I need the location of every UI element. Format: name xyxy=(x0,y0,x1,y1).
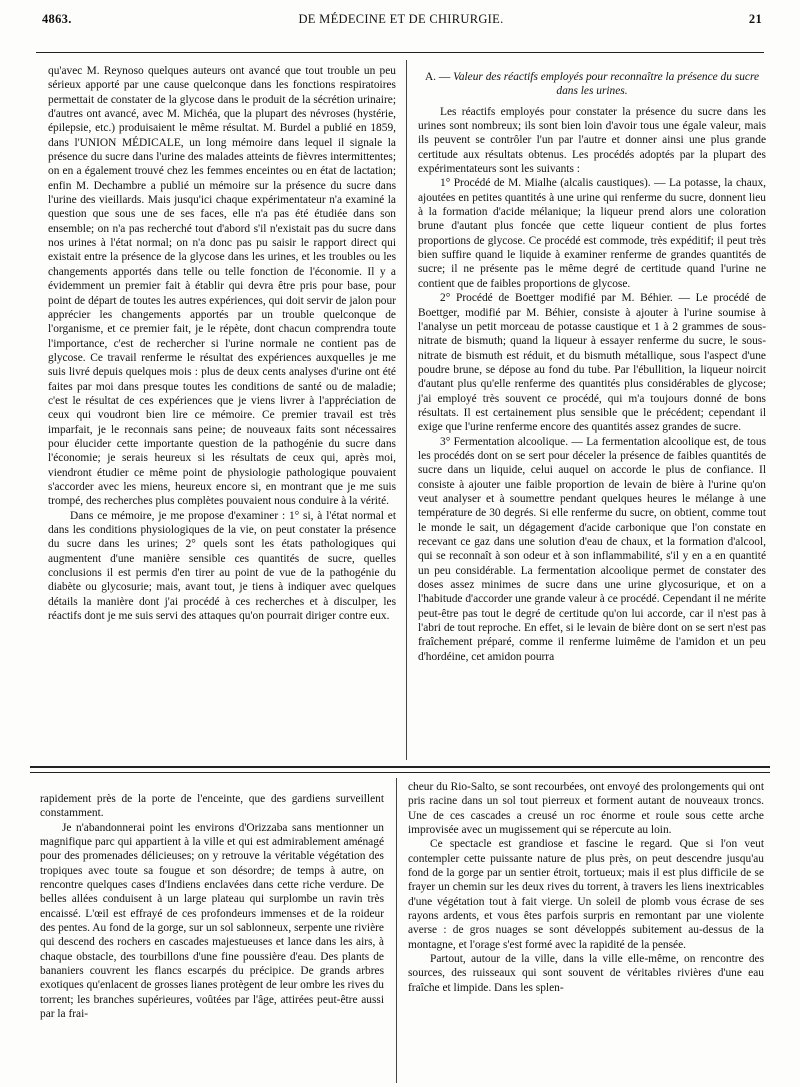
feuilleton-left-paragraph-1: rapidement près de la porte de l'enceinte, que des gardiens surveillent constamment. xyxy=(40,793,384,820)
page-number: 21 xyxy=(748,12,762,26)
feuilleton-left-column xyxy=(40,792,384,1022)
feuilleton-right-paragraph-3: Partout, autour de la ville, dans la ville elle-même, on rencontre des sources, des ruisseaux qui sont souvent de véritables rivières d'une eau fraîche et limpide. Dans les splen- xyxy=(408,953,764,994)
header-title: DE MÉDECINE ET DE CHIRURGIE. xyxy=(298,12,504,26)
right-column xyxy=(418,70,766,664)
column-divider xyxy=(406,60,407,760)
left-paragraph-1: qu'avec M. Reynoso quelques auteurs ont avancé que tout trouble un peu sérieux apporté par une cause quelconque dans les fonctions respiratoires permettait de constater de la glycose dans le produit de la sécrétion urinaire; d'autres ont avancé, avec M. Michéa, que la plupart des névroses (hystérie, épilepsie, etc.) produisaient le même résultat. M. Burdel a publié en 1859, dans l'UNION MÉDICALE, un long mémoire dans lequel il signale la présence du sucre dans l'urine des malades atteints de fièvres intermittentes; on en a également trouvé chez les femmes enceintes ou en état de lactation; enfin M. Dechambre a publié un mémoire sur la présence du sucre dans l'urine des vieillards. Mais jusqu'ici chaque expérimentateur n'a examiné la question que sous une de ses faces, elle n'a pas été étudiée dans son ensemble; on n'a pas recherché tout d'abord s'il n'existait pas du sucre dans nos urines à l'état normal; on n'a donc pas pu saisir le rapport direct qui existait entre la présence de la glycose dans les urines, et les troubles ou les changements apportés dans telle ou telle fonction de l'économie. Il y a évidemment un premier fait à établir qui devra être pris pour base, pour point de départ de toutes les autres expériences, qui doit servir de jalon pour apprécier les changements apportés par un trouble quelconque de l'organisme, et ce premier fait, je le répète, dont chacun comprendra toute l'importance, c'est de rechercher si l'urine normale ne contient pas de glycose. Ce travail renferme le résultat des expériences auxquelles je me suis livré depuis quelques mois : plus de deux cents analyses d'urine ont été faites par moi dans presque toutes les conditions de santé ou de maladie; c'est le résultat de ces expériences que je viens livrer à l'appréciation de ceux qui voudront bien lire ce mémoire. Ce premier travail est très imparfait, je le reconnais sans peine; de nouveaux faits sont nécessaires pour élucider cette importante question de la pathogénie du sucre dans l'économie; je serais heureux si les résultats de ceux qui, après moi, viendront étudier ce même point de physiologie pathologique pouvaient s'accorder avec les miens, heureux encore si, en montrant que je me suis trompé, des recherches plus complètes pouvaient nous conduire à la vérité. xyxy=(48,65,396,508)
section-heading xyxy=(418,70,766,99)
feuilleton-rule xyxy=(30,766,770,773)
right-paragraph-2: 1° Procédé de M. Mialhe (alcalis caustiques). — La potasse, la chaux, ajoutées en petites quantités à une urine qui renferme du sucre, donnent lieu à la formation d'acide mélanique; la liqueur prend alors une coloration brune d'autant plus foncée que cette liqueur contient de plus fortes proportions de glycose. Ce procédé est commode, très expéditif; il peut très bien suffire quand le liquide à examiner renferme de grandes quantités de sucre; il ne présente pas le même degré de certitude quand l'urine ne contient que de faibles proportions de glycose. xyxy=(418,177,766,290)
left-column xyxy=(48,64,396,623)
feuilleton-right-paragraph-2: Ce spectacle est grandiose et fascine le regard. Que si l'on veut contempler cette puissante nature de plus près, on peut descendre jusqu'au fond de la gorge par un sentier étroit, tortueux; mais il est plus difficile de se frayer un chemin sur les deux rives du torrent, à travers les liens inextricables d'une végétation tout à fait vierge. Un soleil de plomb vous écrase de ses rayons ardents, et vous êtes parfois surpris en remontant par une violente averse : de gros nuages se sont développés subitement au-dessus de la montagne, et l'orage s'est formé avec la rapidité de la pensée. xyxy=(408,838,764,951)
header-year: 4863. xyxy=(42,12,72,26)
feuilleton-divider xyxy=(396,778,397,1083)
feuilleton-right-paragraph-1: cheur du Rio-Salto, se sont recourbées, ont envoyé des prolongements qui ont pris racine dans un sol tout pierreux et forment autant de nouveaux troncs. Une de ces cascades a creusé un roc énorme et roule sous cette arche improvisée avec un mugissement qui se répercute au loin. xyxy=(408,781,764,837)
right-paragraph-3: 2° Procédé de Boettger modifié par M. Béhier. — Le procédé de Boettger, modifié par M. Béhier, consiste à ajouter à l'urine soumise à l'analyse un petit morceau de potasse caustique et 1 à 2 grammes de sous-nitrate de bismuth; quand la liqueur à essayer renferme du sucre, le sous-nitrate de bismuth est réduit, et du bismuth métallique, sous l'aspect d'une poudre brune, se dépose au fond du tube. Par l'ébullition, la liqueur noircit d'autant plus qu'elle renferme des quantités plus considérables de glycose; j'ai employé très souvent ce procédé, qui m'a toujours donné de bons résultats. Il est certainement plus sensible que le précédent; cependant il exige que l'urine renferme encore des quantités assez grandes de sucre. xyxy=(418,292,766,434)
running-header xyxy=(36,8,766,30)
left-paragraph-2: Dans ce mémoire, je me propose d'examiner : 1° si, à l'état normal et dans les conditions physiologiques de la vie, on peut constater la présence du sucre dans les urines; 2° quels sont les états pathologiques qui augmentent d'une manière sensible ces quantités de sucre, quelles conclusions il est permis d'en tirer au point de vue de la pathogénie du diabète ou glycosurie; mais, avant tout, je tiens à indiquer avec quelques détails la manière dont j'ai procédé à ces recherches et à disculper, les réactifs dont je me suis servi des attaques qu'on pourrait diriger contre eux. xyxy=(48,509,396,623)
section-letter: A. — xyxy=(424,71,451,83)
header-rule xyxy=(36,52,764,53)
right-paragraph-4: 3° Fermentation alcoolique. — La fermentation alcoolique est, de tous les procédés dont on se sert pour déceler la présence de faibles quantités de sucre dans un liquide, celui auquel on accorde le plus de confiance. Il consiste à ajouter une faible proportion de levain de bière à l'urine qu'on veut analyser et à soumettre pendant quelques heures le mélange à une température de 30 degrés. Si elle renferme du sucre, on obtient, comme tout le monde le sait, un dégagement d'acide carbonique que l'on constate en recevant ce gaz dans une solution d'eau de chaux, et la formation d'alcool, qui se reconnaît à son odeur et à son inflammabilité, s'il y en a en quantité un peu considérable. La fermentation alcoolique permet de constater des doses assez minimes de sucre dans une urine glycosurique, et on a l'habitude d'accorder une grande valeur à ce procédé. Cependant il ne mérite peut-être pas tout le degré de certitude qu'on lui accorde, car il n'est pas à l'abri de tout reproche. En effet, si le levain de bière dont on se sert n'est pas fraîchement préparé, comme il renferme luimême de l'amidon et un peu d'hordéine, cet amidon pourra xyxy=(418,435,766,663)
right-paragraph-1: Les réactifs employés pour constater la présence du sucre dans les urines sont nombreux; ils sont bien loin d'avoir tous une égale valeur, mais ils peuvent se contrôler l'un par l'autre et donner ainsi une plus grande certitude aux résultats obtenus. Les procédés adoptés par la plupart des expérimentateurs sont les suivants : xyxy=(418,105,766,176)
feuilleton-right-column xyxy=(408,780,764,995)
section-title: Valeur des réactifs employés pour reconnaître la présence du sucre dans les urines. xyxy=(453,71,760,98)
feuilleton-left-paragraph-2: Je n'abandonnerai point les environs d'Orizzaba sans mentionner un magnifique parc qui appartient à la ville et qui est admirablement aménagé pour des promenades délicieuses; on y retrouve la véritable végétation des tropiques avec toute sa fougue et son désordre; de temps à autre, on rencontre quelques cases d'Indiens enclavées dans cette riche verdure. De belles allées conduisent à un large plateau qui surplombe un ravin très encaissé. L'œil est effrayé de ces profondeurs immenses et de la roideur des pentes. Au fond de la gorge, sur un sol sablonneux, serpente une rivière qui descend des rochers en cascades majestueuses et lance dans les airs, à chaque obstacle, des tourbillons d'une fine poussière d'eau. Des plants de bananiers couvrent les flancs escarpés du précipice. De grands arbres exotiques qu'enlacent de grosses lianes protègent de leur ombre les rives du torrent; les branches supérieures, voûtées par l'âge, attirées peut-être aussi par la frai- xyxy=(40,821,384,1021)
